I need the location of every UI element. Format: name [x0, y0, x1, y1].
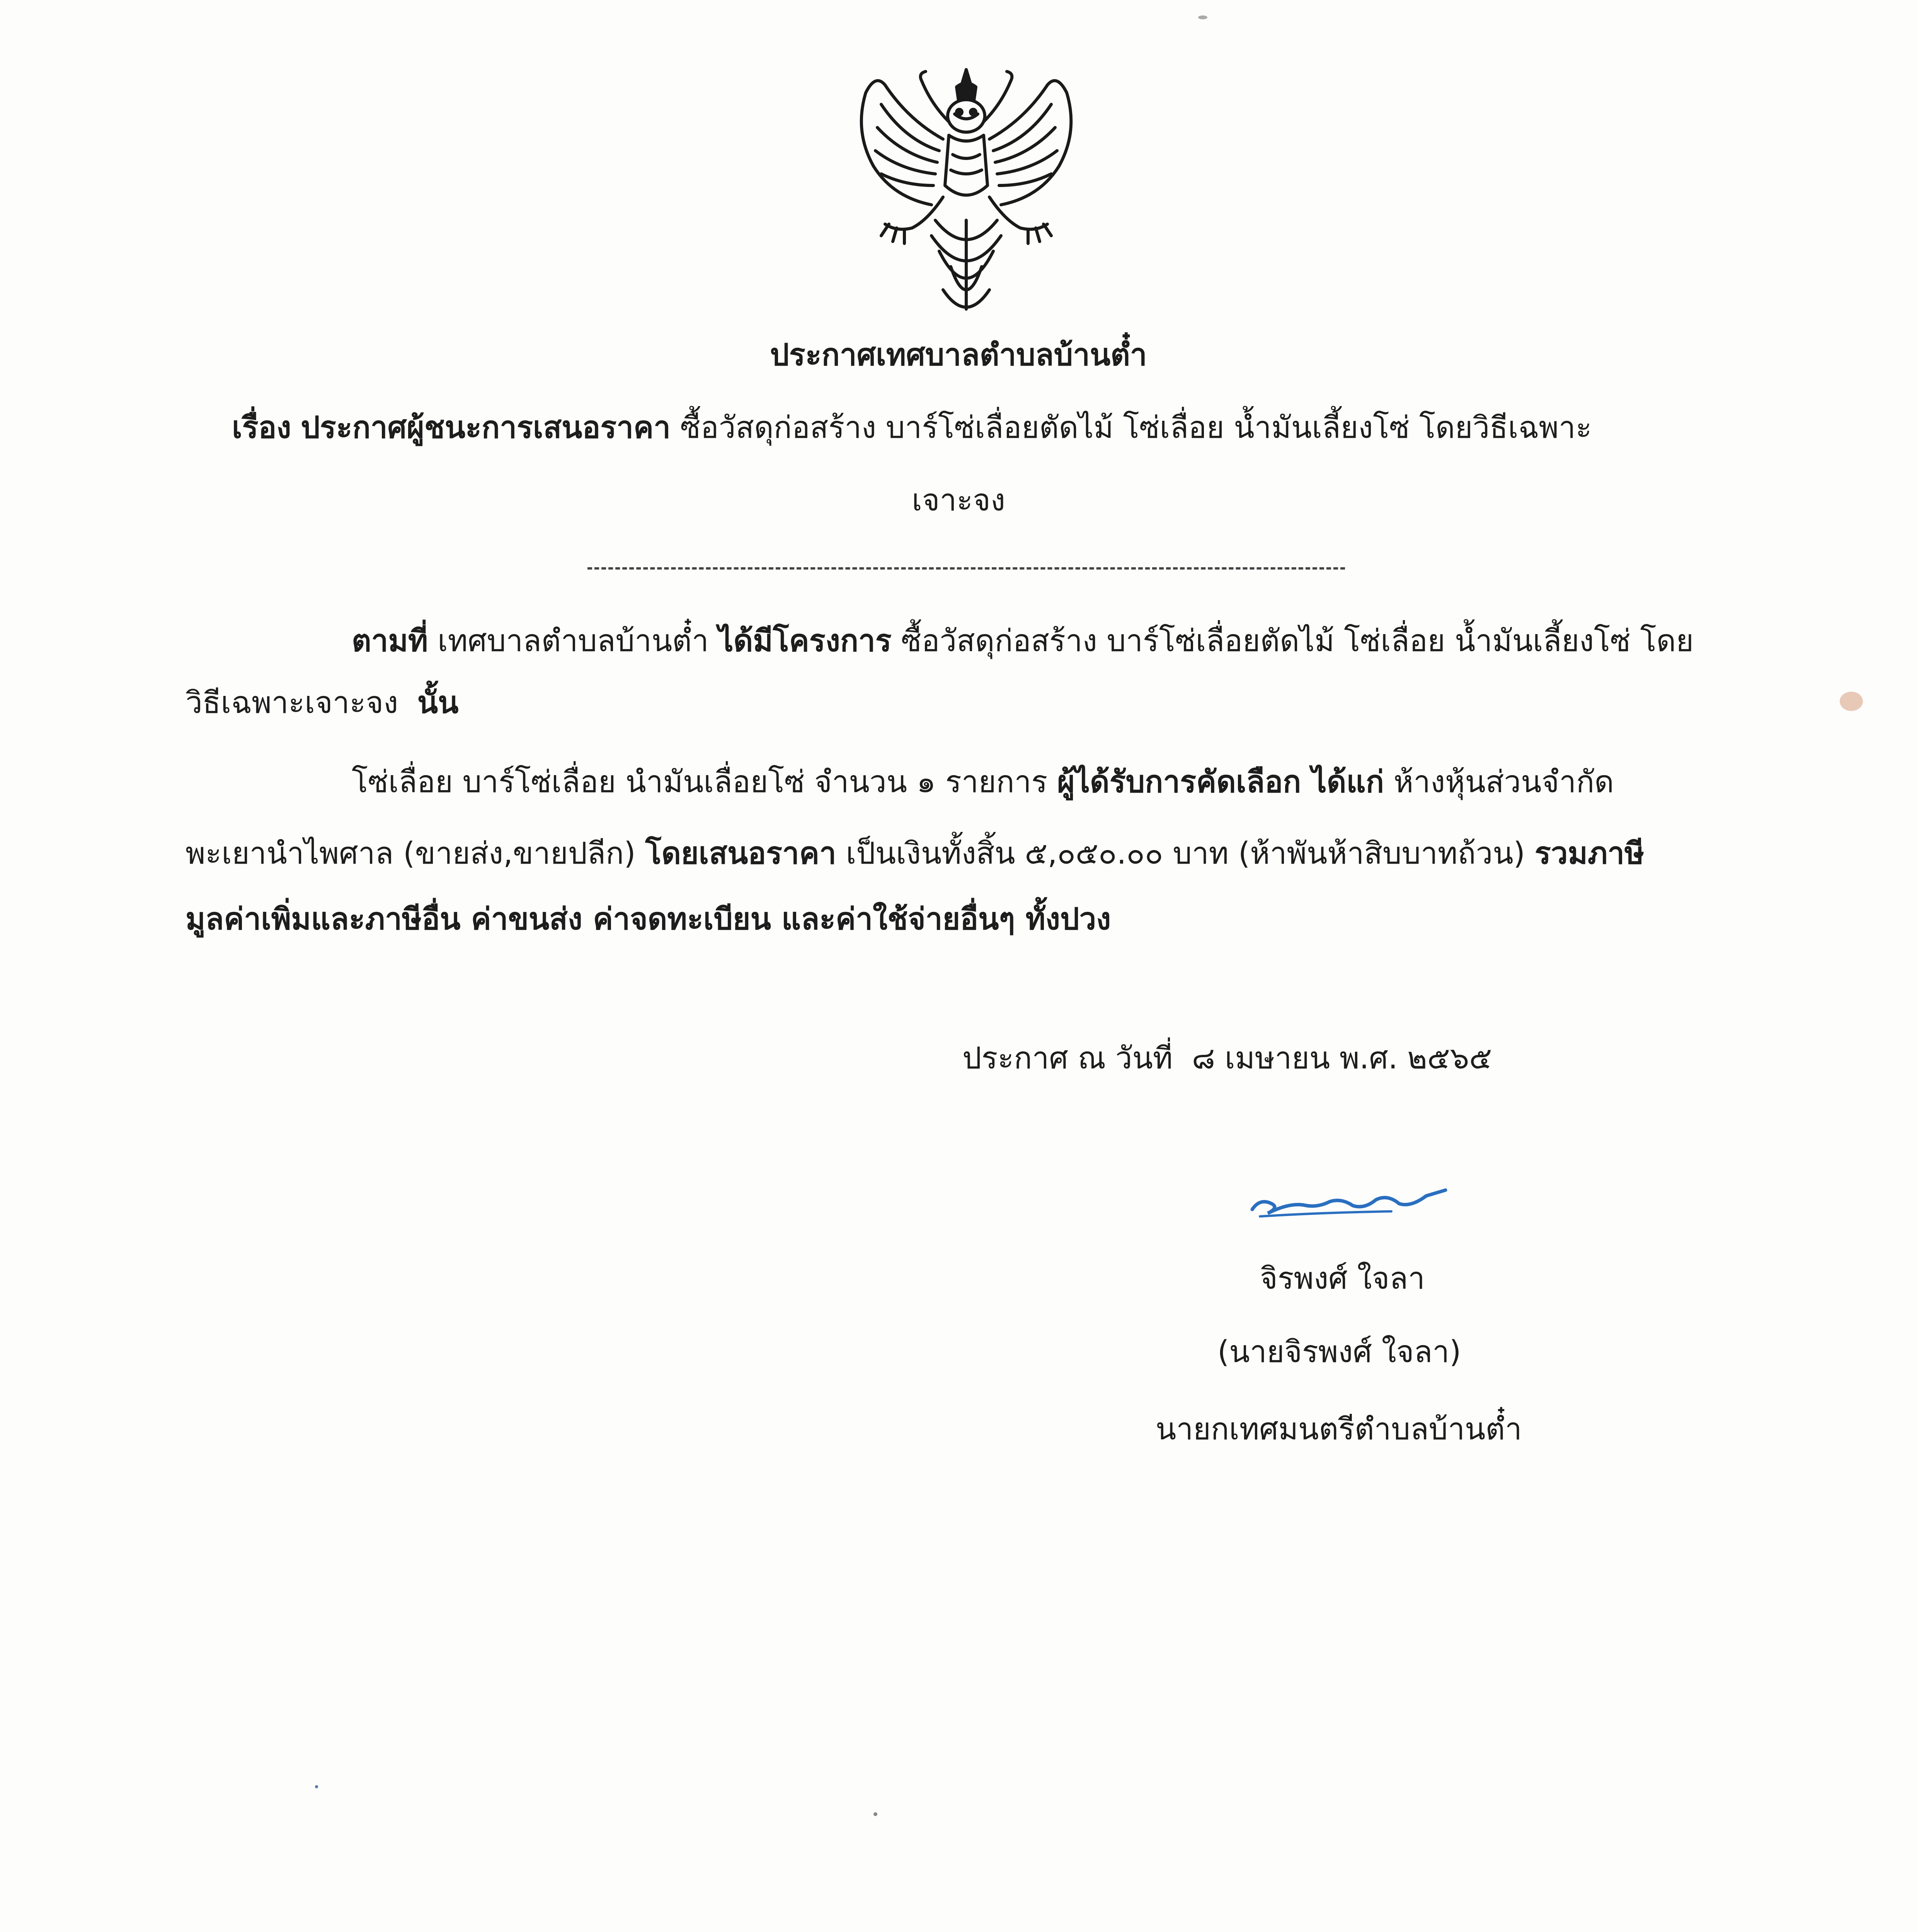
p1-method: วิธีเฉพาะเจาะจง: [186, 685, 398, 720]
p2-company-type: ห้างหุ้นส่วนจำกัด: [1393, 765, 1614, 799]
p2-amount: ๕,๐๕๐.๐๐: [1025, 836, 1163, 871]
scan-speck: [1840, 692, 1863, 711]
signer-name: จิรพงศ์ ใจลา: [1260, 1261, 1425, 1296]
date-value: ๘ เมษายน พ.ศ. ๒๕๖๕: [1192, 1041, 1492, 1076]
signer-position: นายกเทศมนตรีตำบลบ้านต๋ำ: [1156, 1412, 1522, 1447]
subject-line-1: [232, 410, 1592, 445]
p2-items: โซ่เลื่อย บาร์โซ่เลื่อย นำมันเลื่อยโซ่ จำนวน ๑ รายการ: [352, 765, 1048, 799]
subject-label: เรื่อง: [232, 410, 291, 445]
handwritten-signature: [1245, 1182, 1461, 1221]
paragraph-1-line-2: [186, 685, 459, 720]
divider: [587, 567, 1345, 570]
p2-total-label: เป็นเงินทั้งสิ้น: [846, 836, 1015, 871]
p2-selected: ผู้ได้รับการคัดเลือก ได้แก่: [1057, 765, 1384, 799]
p2-amount-text: บาท (ห้าพันห้าสิบบาทถ้วน): [1173, 836, 1525, 871]
subject-text: ซื้อวัสดุก่อสร้าง บาร์โซ่เลื่อยตัดไม้ โซ่เลื่อย น้ำมันเลี้ยงโซ่ โดยวิธีเฉพาะ: [680, 410, 1592, 445]
paragraph-2-line-1: [352, 767, 1614, 797]
paragraph-1-line-1: [352, 626, 1694, 656]
p2-bid: โดยเสนอราคา: [645, 836, 836, 871]
date-label: ประกาศ ณ วันที่: [962, 1041, 1173, 1076]
signer-full-name: (นายจิรพงศ์ ใจลา): [1217, 1335, 1461, 1369]
paragraph-2-line-3: มูลค่าเพิ่มและภาษีอื่น ค่าขนส่ง ค่าจดทะเบียน และค่าใช้จ่ายอื่นๆ ทั้งปวง: [186, 902, 1111, 937]
p1-municipality: เทศบาลตำบลบ้านต๋ำ: [438, 624, 709, 658]
p1-end: นั้น: [417, 685, 459, 720]
p1-has-project: ได้มีโครงการ: [718, 624, 892, 658]
p1-according-to: ตามที่: [352, 624, 428, 658]
announcement-title: ประกาศเทศบาลตำบลบ้านต๋ำ: [770, 338, 1147, 372]
scan-speck: [873, 1812, 877, 1816]
scan-speck: [1198, 15, 1207, 19]
scan-speck: [315, 1785, 318, 1788]
subject-line-2: เจาะจง: [912, 483, 1005, 518]
p1-project-desc: ซื้อวัสดุก่อสร้าง บาร์โซ่เลื่อยตัดไม้ โซ่เลื่อย น้ำมันเลี้ยงโซ่ โดย: [901, 624, 1694, 658]
p2-vat: รวมภาษี: [1534, 836, 1645, 871]
garuda-emblem-icon: [839, 58, 1094, 328]
p2-company: พะเยานำไพศาล (ขายส่ง,ขายปลีก): [186, 836, 636, 871]
subject-bold: ประกาศผู้ชนะการเสนอราคา: [301, 410, 671, 445]
paragraph-2-line-2: [186, 838, 1645, 869]
announcement-date: [962, 1041, 1492, 1076]
